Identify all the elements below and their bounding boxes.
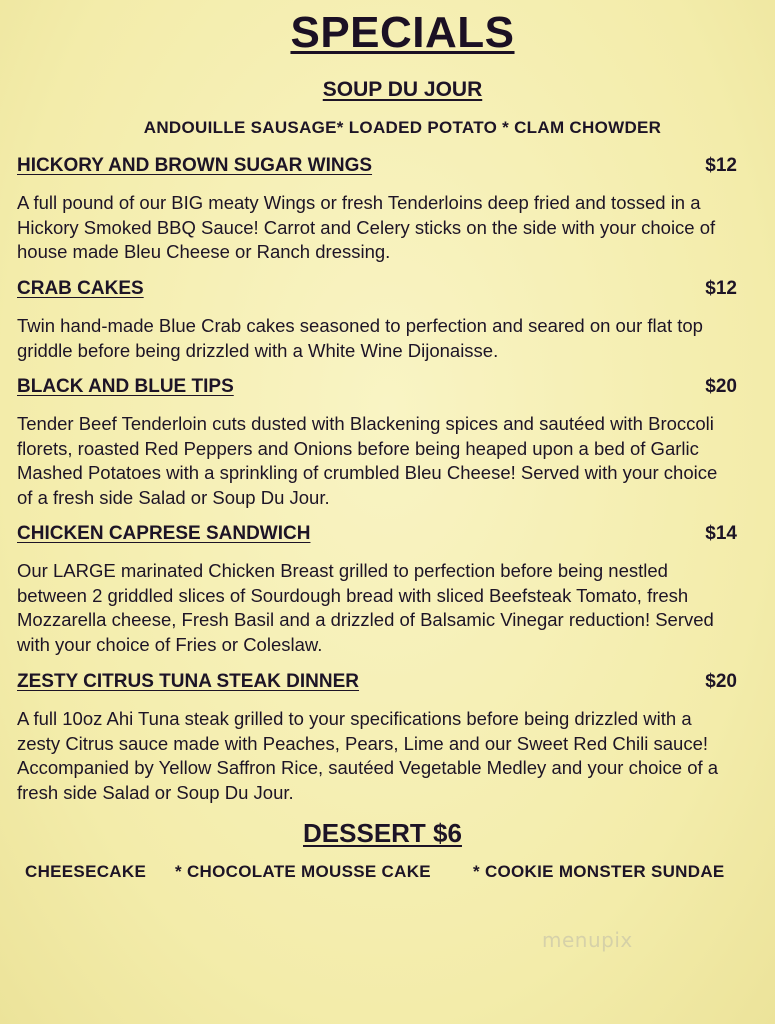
watermark-logo: menupix: [542, 928, 633, 952]
menu-item-crab-cakes: [17, 278, 737, 363]
item-name: CHICKEN CAPRESE SANDWICH: [17, 523, 311, 544]
item-description: Tender Beef Tenderloin cuts dusted with Blackening spices and sautéed with Broccoli florets, roasted Red Peppers and Onions before being heaped upon a bed of Garlic Mashed Potatoes with a sprinkling of crumbled Bleu Cheese! Served with your choice of a fresh side Salad or Soup Du Jour.: [17, 413, 718, 508]
dessert-item-cookie-sundae: * COOKIE MONSTER SUNDAE: [473, 862, 725, 881]
item-description: A full pound of our BIG meaty Wings or fresh Tenderloins deep fried and tossed in a Hickory Smoked BBQ Sauce! Carrot and Celery sticks on the side with your choice of house made Bleu Cheese or Ranch dressing.: [17, 192, 716, 262]
menu-item-wings: [17, 155, 737, 265]
dessert-heading: DESSERT $6: [303, 818, 462, 848]
item-description: A full 10oz Ahi Tuna steak grilled to your specifications before being drizzled with a zesty Citrus sauce made with Peaches, Pears, Lime and our Sweet Red Chili sauce! Accompanied by Yellow Saffron Rice, sautéed Vegetable Medley and your choice of a fresh side Salad or Soup Du Jour.: [17, 708, 719, 803]
item-name: ZESTY CITRUS TUNA STEAK DINNER: [17, 671, 360, 692]
item-price: $12: [705, 155, 737, 176]
item-description: Our LARGE marinated Chicken Breast grilled to perfection before being nestled between 2 griddled slices of Sourdough bread with sliced Beefsteak Tomato, fresh Mozzarella cheese, Fresh Basil and a drizzled of Balsamic Vinegar reduction! Served with your choice of Fries or Coleslaw.: [17, 560, 714, 655]
soup-heading: SOUP DU JOUR: [322, 78, 483, 101]
item-name: BLACK AND BLUE TIPS: [17, 376, 234, 397]
item-price: $20: [705, 671, 737, 692]
item-name: HICKORY AND BROWN SUGAR WINGS: [17, 155, 373, 176]
item-description: Twin hand-made Blue Crab cakes seasoned to perfection and seared on our flat top griddle before being drizzled with a White Wine Dijonaisse.: [17, 315, 703, 361]
item-price: $20: [705, 376, 737, 397]
page-title: SPECIALS: [290, 8, 515, 57]
menu-item-tuna-steak: [17, 671, 737, 805]
menu-item-black-blue-tips: [17, 376, 737, 510]
dessert-item-cheesecake: CHEESECAKE: [25, 862, 147, 881]
soup-list: ANDOUILLE SAUSAGE* LOADED POTATO * CLAM CHOWDER: [143, 118, 662, 137]
item-price: $12: [705, 278, 737, 299]
item-name: CRAB CAKES: [17, 278, 144, 299]
dessert-item-mousse-cake: * CHOCOLATE MOUSSE CAKE: [175, 862, 431, 881]
item-price: $14: [705, 523, 737, 544]
menu-item-chicken-caprese: [17, 523, 737, 657]
